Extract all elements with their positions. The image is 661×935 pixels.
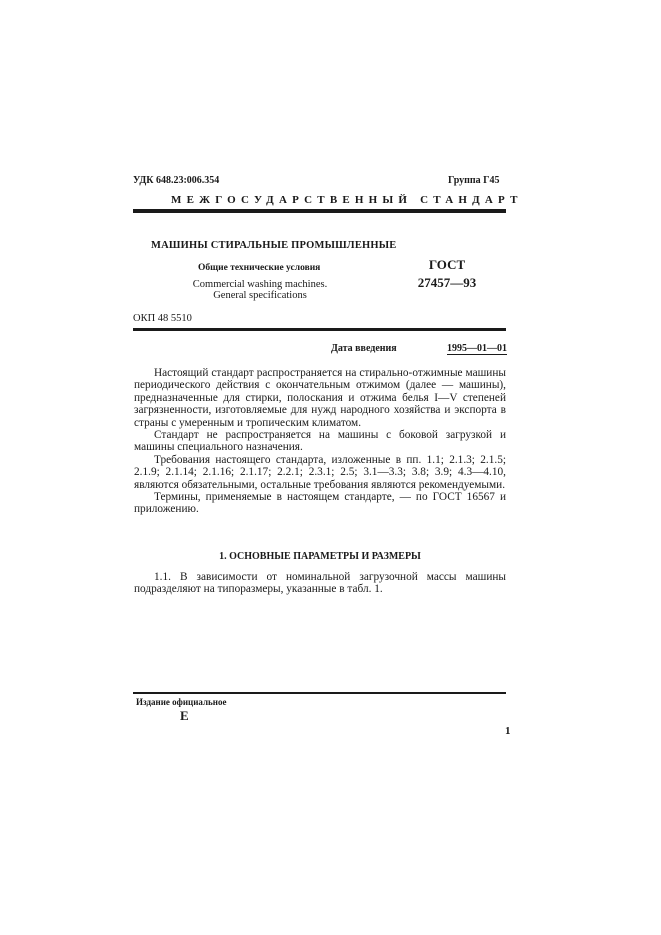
page-number: 1 <box>505 725 511 737</box>
paragraph-scope: Настоящий стандарт распространяется на стирально-отжимные машины периодического действия с окончательным отжимом (далее — машины), предназначенные для стирки, полоскания и отжима белья I—V степеней загрязненности, изготовляемые для нужд народного хозяйства и экспорта в страны с умеренным и тропическим климатом. <box>134 367 506 429</box>
paragraph-requirements: Требования настоящего стандарта, изложенные в пп. 1.1; 2.1.3; 2.1.5; 2.1.9; 2.1.14; 2.1.16; 2.1.17; 2.2.1; 2.3.1; 2.5; 3.1—3.3; 3.8; 3.9; 4.3—4.10, являются обязательными, остальные требования являются рекомендуемыми. <box>134 453 506 491</box>
section-body <box>134 571 506 596</box>
gost-number: 27457—93 <box>417 275 477 290</box>
document-subtitle: Общие технические условия <box>198 263 321 273</box>
okp-code: ОКП 48 5510 <box>133 313 192 324</box>
english-title-line1: Commercial washing machines. <box>192 279 328 290</box>
udk-code: УДК 648.23:006.354 <box>133 175 220 186</box>
introduction-date-label: Дата введения <box>331 343 397 354</box>
paragraph-exclusions: Стандарт не распространяется на машины с боковой загрузкой и машины специального назначения. <box>134 429 506 454</box>
group-code: Группа Г45 <box>448 175 500 186</box>
header-divider <box>133 209 506 213</box>
edition-mark: Е <box>180 708 189 723</box>
paragraph-1-1: 1.1. В зависимости от номинальной загрузочной массы машины подразделяют на типоразмеры, указанные в табл. 1. <box>134 571 506 596</box>
english-title-line2: General specifications <box>213 290 307 301</box>
gost-label: ГОСТ <box>428 257 466 272</box>
english-title <box>160 279 360 301</box>
body-text <box>134 367 506 516</box>
title-divider <box>133 328 506 331</box>
gost-designation <box>412 256 482 292</box>
interstate-standard-heading: МЕЖГОСУДАРСТВЕННЫЙ СТАНДАРТ <box>171 194 523 206</box>
introduction-date: 1995—01—01 <box>447 343 507 354</box>
footer-divider <box>133 692 506 694</box>
paragraph-terms: Термины, применяемые в настоящем стандарте, — по ГОСТ 16567 и приложению. <box>134 491 506 516</box>
document-title: МАШИНЫ СТИРАЛЬНЫЕ ПРОМЫШЛЕННЫЕ <box>151 240 397 251</box>
section-heading: 1. ОСНОВНЫЕ ПАРАМЕТРЫ И РАЗМЕРЫ <box>219 551 421 562</box>
official-edition-label: Издание официальное <box>136 697 227 707</box>
